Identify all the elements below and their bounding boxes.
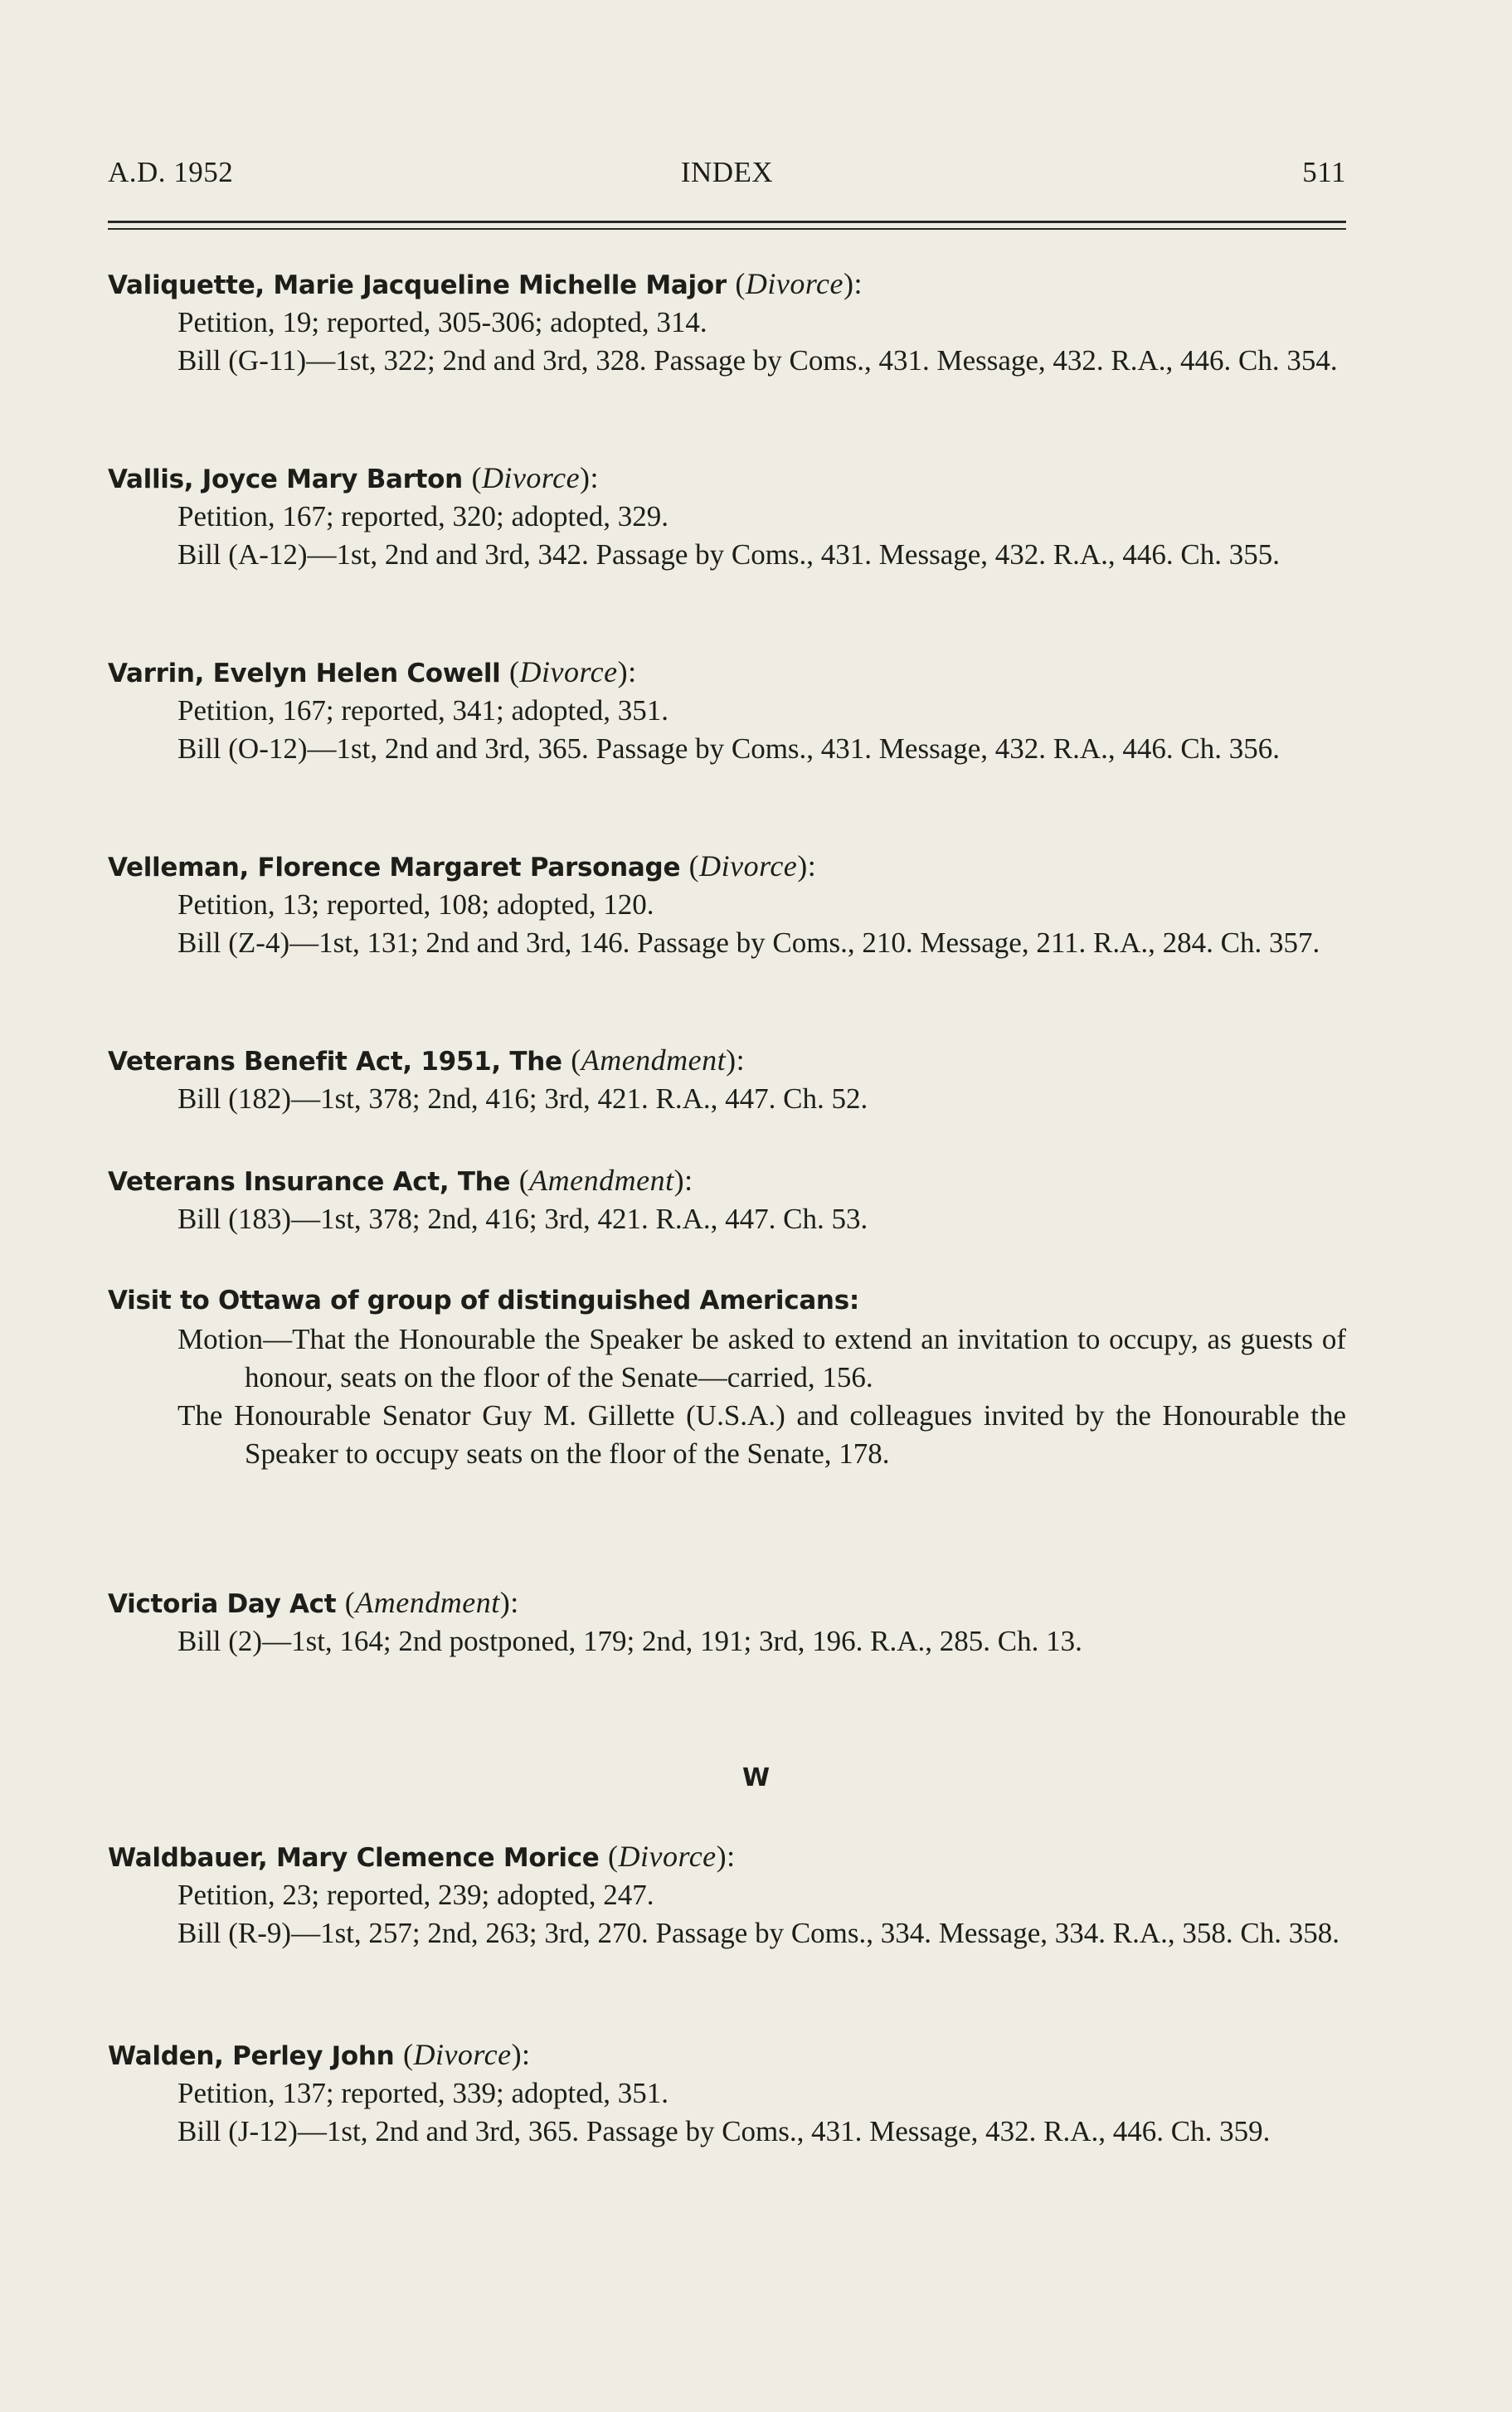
entry-line: Bill (Z-4)—1st, 131; 2nd and 3rd, 146. Passage by Coms., 210. Message, 211. R.A., 284. Ch. 357. xyxy=(177,926,1320,959)
header-rule-bottom xyxy=(108,228,1346,230)
entry-qualifier: (Amendment): xyxy=(518,1164,693,1197)
page-header xyxy=(108,156,1346,206)
index-entry xyxy=(108,1836,1346,1952)
section-letter: W xyxy=(741,1763,771,1792)
entry-qualifier: (Amendment): xyxy=(344,1586,519,1619)
index-entry xyxy=(108,652,1346,768)
entry-line: Petition, 167; reported, 341; adopted, 351. xyxy=(177,694,668,727)
entry-line: Motion—That the Honourable the Speaker be asked to extend an invitation to occupy, as guests of honour, seats on the floor of the Senate—carried, 156. xyxy=(177,1323,1346,1393)
entry-line: Petition, 137; reported, 339; adopted, 351. xyxy=(177,2077,668,2109)
entry-line: Petition, 13; reported, 108; adopted, 120. xyxy=(177,888,654,921)
index-entry xyxy=(108,458,1346,574)
index-entry xyxy=(108,264,1346,380)
entry-line: Bill (182)—1st, 378; 2nd, 416; 3rd, 421. R.A., 447. Ch. 52. xyxy=(177,1082,868,1115)
entry-name: Veterans Insurance Act, The xyxy=(108,1167,511,1197)
entry-qualifier: (Divorce): xyxy=(735,267,863,300)
entry-line: Petition, 23; reported, 239; adopted, 247. xyxy=(177,1879,654,1911)
header-title: INDEX xyxy=(680,156,774,188)
entry-heading xyxy=(108,1583,1346,1622)
index-entry xyxy=(108,2035,1346,2151)
entry-heading xyxy=(108,458,1346,498)
entry-qualifier: (Divorce): xyxy=(471,461,600,494)
entry-heading xyxy=(108,264,1346,304)
entry-qualifier: (Divorce): xyxy=(688,849,817,883)
index-entry xyxy=(108,1160,1346,1238)
entry-heading xyxy=(108,1836,1346,1876)
entry-line: Bill (J-12)—1st, 2nd and 3rd, 365. Passage by Coms., 431. Message, 432. R.A., 446. Ch. 359. xyxy=(177,2115,1271,2147)
entry-heading xyxy=(108,1040,1346,1080)
entry-line: Bill (O-12)—1st, 2nd and 3rd, 365. Passage by Coms., 431. Message, 432. R.A., 446. Ch. 356. xyxy=(177,732,1280,765)
entry-name: Varrin, Evelyn Helen Cowell xyxy=(108,659,501,688)
index-entry xyxy=(108,1583,1346,1661)
entry-name: Vallis, Joyce Mary Barton xyxy=(108,464,463,494)
entry-qualifier: (Divorce): xyxy=(509,655,637,688)
entry-line: Bill (2)—1st, 164; 2nd postponed, 179; 2nd, 191; 3rd, 196. R.A., 285. Ch. 13. xyxy=(177,1625,1082,1657)
index-entry xyxy=(108,846,1346,962)
entry-heading xyxy=(108,2035,1346,2074)
entry-name: Veterans Benefit Act, 1951, The xyxy=(108,1047,562,1077)
entry-name: Walden, Perley John xyxy=(108,2041,395,2071)
entry-qualifier: (Divorce): xyxy=(608,1840,736,1873)
entry-heading xyxy=(108,846,1346,886)
entry-line: Petition, 167; reported, 320; adopted, 329. xyxy=(177,500,668,532)
header-rule-top xyxy=(108,221,1346,223)
entry-name: Velleman, Florence Margaret Parsonage xyxy=(108,853,681,883)
entry-qualifier: (Amendment): xyxy=(571,1043,746,1077)
entry-heading xyxy=(108,652,1346,692)
entry-qualifier: (Divorce): xyxy=(402,2038,531,2071)
entry-heading xyxy=(108,1160,1346,1200)
entry-name: Visit to Ottawa of group of distinguished Americans: xyxy=(108,1286,859,1315)
entry-line: The Honourable Senator Guy M. Gillette (U.S.A.) and colleagues invited by the Honourable the Speaker to occupy seats on the floor of the Senate, 178. xyxy=(177,1399,1346,1470)
entry-line: Bill (A-12)—1st, 2nd and 3rd, 342. Passage by Coms., 431. Message, 432. R.A., 446. Ch. 355. xyxy=(177,538,1280,571)
entry-name: Valiquette, Marie Jacqueline Michelle Major xyxy=(108,270,727,300)
index-entry xyxy=(108,1281,1346,1473)
entry-name: Waldbauer, Mary Clemence Morice xyxy=(108,1843,600,1873)
entry-line: Bill (183)—1st, 378; 2nd, 416; 3rd, 421. R.A., 447. Ch. 53. xyxy=(177,1203,868,1235)
header-page-number: 511 xyxy=(1302,156,1346,188)
index-entry xyxy=(108,1040,1346,1118)
entry-line: Bill (R-9)—1st, 257; 2nd, 263; 3rd, 270. Passage by Coms., 334. Message, 334. R.A., 358. Ch. 358. xyxy=(177,1917,1339,1949)
entry-heading xyxy=(108,1281,1346,1320)
entry-line: Bill (G-11)—1st, 322; 2nd and 3rd, 328. Passage by Coms., 431. Message, 432. R.A., 446. Ch. 354. xyxy=(177,344,1338,377)
entry-line: Petition, 19; reported, 305-306; adopted, 314. xyxy=(177,306,707,338)
entry-name: Victoria Day Act xyxy=(108,1589,337,1619)
header-year: A.D. 1952 xyxy=(108,156,234,188)
